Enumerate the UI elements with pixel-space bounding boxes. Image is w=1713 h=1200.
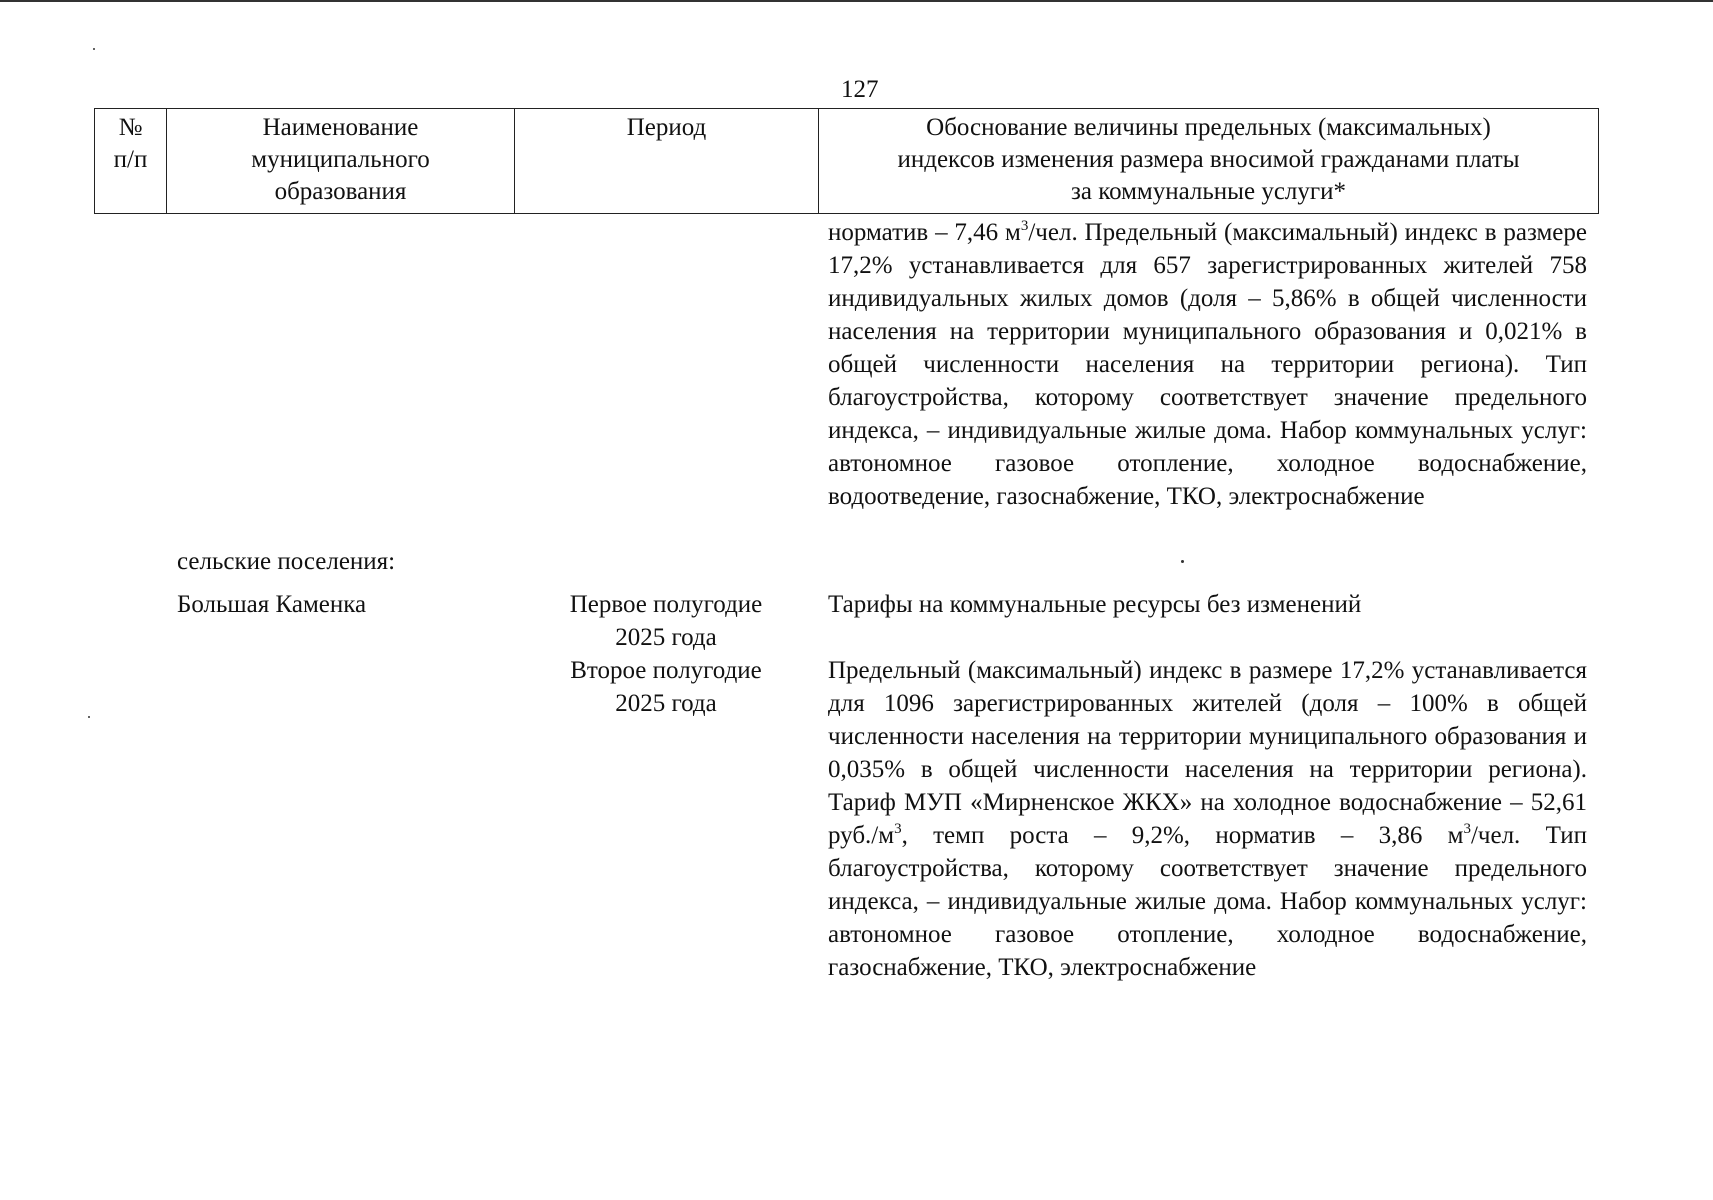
continuation-text-part1: норматив – 7,46 м [828,219,1021,246]
header-municipality-line2: муниципального [251,146,430,173]
continuation-text-part2: /чел. Предельный (максимальный) индекс в размере 17,2% устанавливается для 657 зарегистрированных жителей 758 индивидуальных жилых домов (доля – 5,86% в общей численности населения на территории муниципального образования и 0,021% в общей численности населения на территории региона). Тип благоустройства, которому соответствует значение предельного индекса, – индивидуальные жилые дома. Набор коммунальных услуг: автономное газовое отопление, холодное водоснабжение, водоотведение, газоснабжение, ТКО, электроснабжение [828,219,1587,510]
scan-speck [1181,560,1184,563]
header-number-line1: № [118,114,143,141]
top-border-line [0,0,1713,2]
basis-first-half [828,588,1587,621]
period2-line1: Второе полугодие [570,657,762,684]
period1-line2: 2025 года [615,624,717,651]
period2-line2: 2025 года [615,690,717,717]
header-number-line2: п/п [113,146,148,173]
municipality-name: Большая Каменка [177,591,367,618]
header-cell-number [95,109,167,213]
header-basis-line2: индексов изменения размера вносимой гражданами платы [897,146,1520,173]
header-cell-municipality [167,109,515,213]
table-header [94,108,1599,214]
period-column [514,588,818,720]
period1-line1: Первое полугодие [569,591,763,618]
header-basis-line1: Обоснование величины предельных (максимальных) [926,114,1491,141]
basis-second-text-part2: , темп роста – 9,2%, норматив – 3,86 м [901,822,1464,849]
continuation-paragraph [828,216,1587,513]
section-label-rural: сельские поселения: [177,548,396,575]
header-municipality-line3: образования [274,178,407,205]
basis-first-half-text: Тарифы на коммунальные ресурсы без изменений [828,591,1362,618]
basis-second-superscript2: 3 [1463,821,1471,837]
basis-second-half [828,654,1587,984]
scan-speck [93,48,95,50]
page-number: 127 [841,76,879,103]
header-period-label: Период [626,114,707,141]
basis-second-text-part1: Предельный (максимальный) индекс в размере 17,2% устанавливается для 1096 зарегистрированных жителей (доля – 100% в общей численности населения на территории муниципального образования и 0,035% в общей численности населения на территории региона). Тариф МУП «Мирненское ЖКХ» на холодное водоснабжение – 52,61 руб./м [828,657,1587,849]
header-cell-basis [819,109,1598,213]
continuation-superscript: 3 [1020,218,1029,234]
header-cell-period [515,109,819,213]
basis-second-superscript1: 3 [894,821,902,837]
header-municipality-line1: Наименование [262,114,419,141]
scan-speck [88,716,90,718]
header-basis-line3: за коммунальные услуги* [1070,178,1347,205]
basis-second-text-part3: /чел. Тип благоустройства, которому соответствует значение предельного индекса, – индивидуальные жилые дома. Набор коммунальных услуг: автономное газовое отопление, холодное водоснабжение, газоснабжение, ТКО, электроснабжение [828,822,1587,981]
